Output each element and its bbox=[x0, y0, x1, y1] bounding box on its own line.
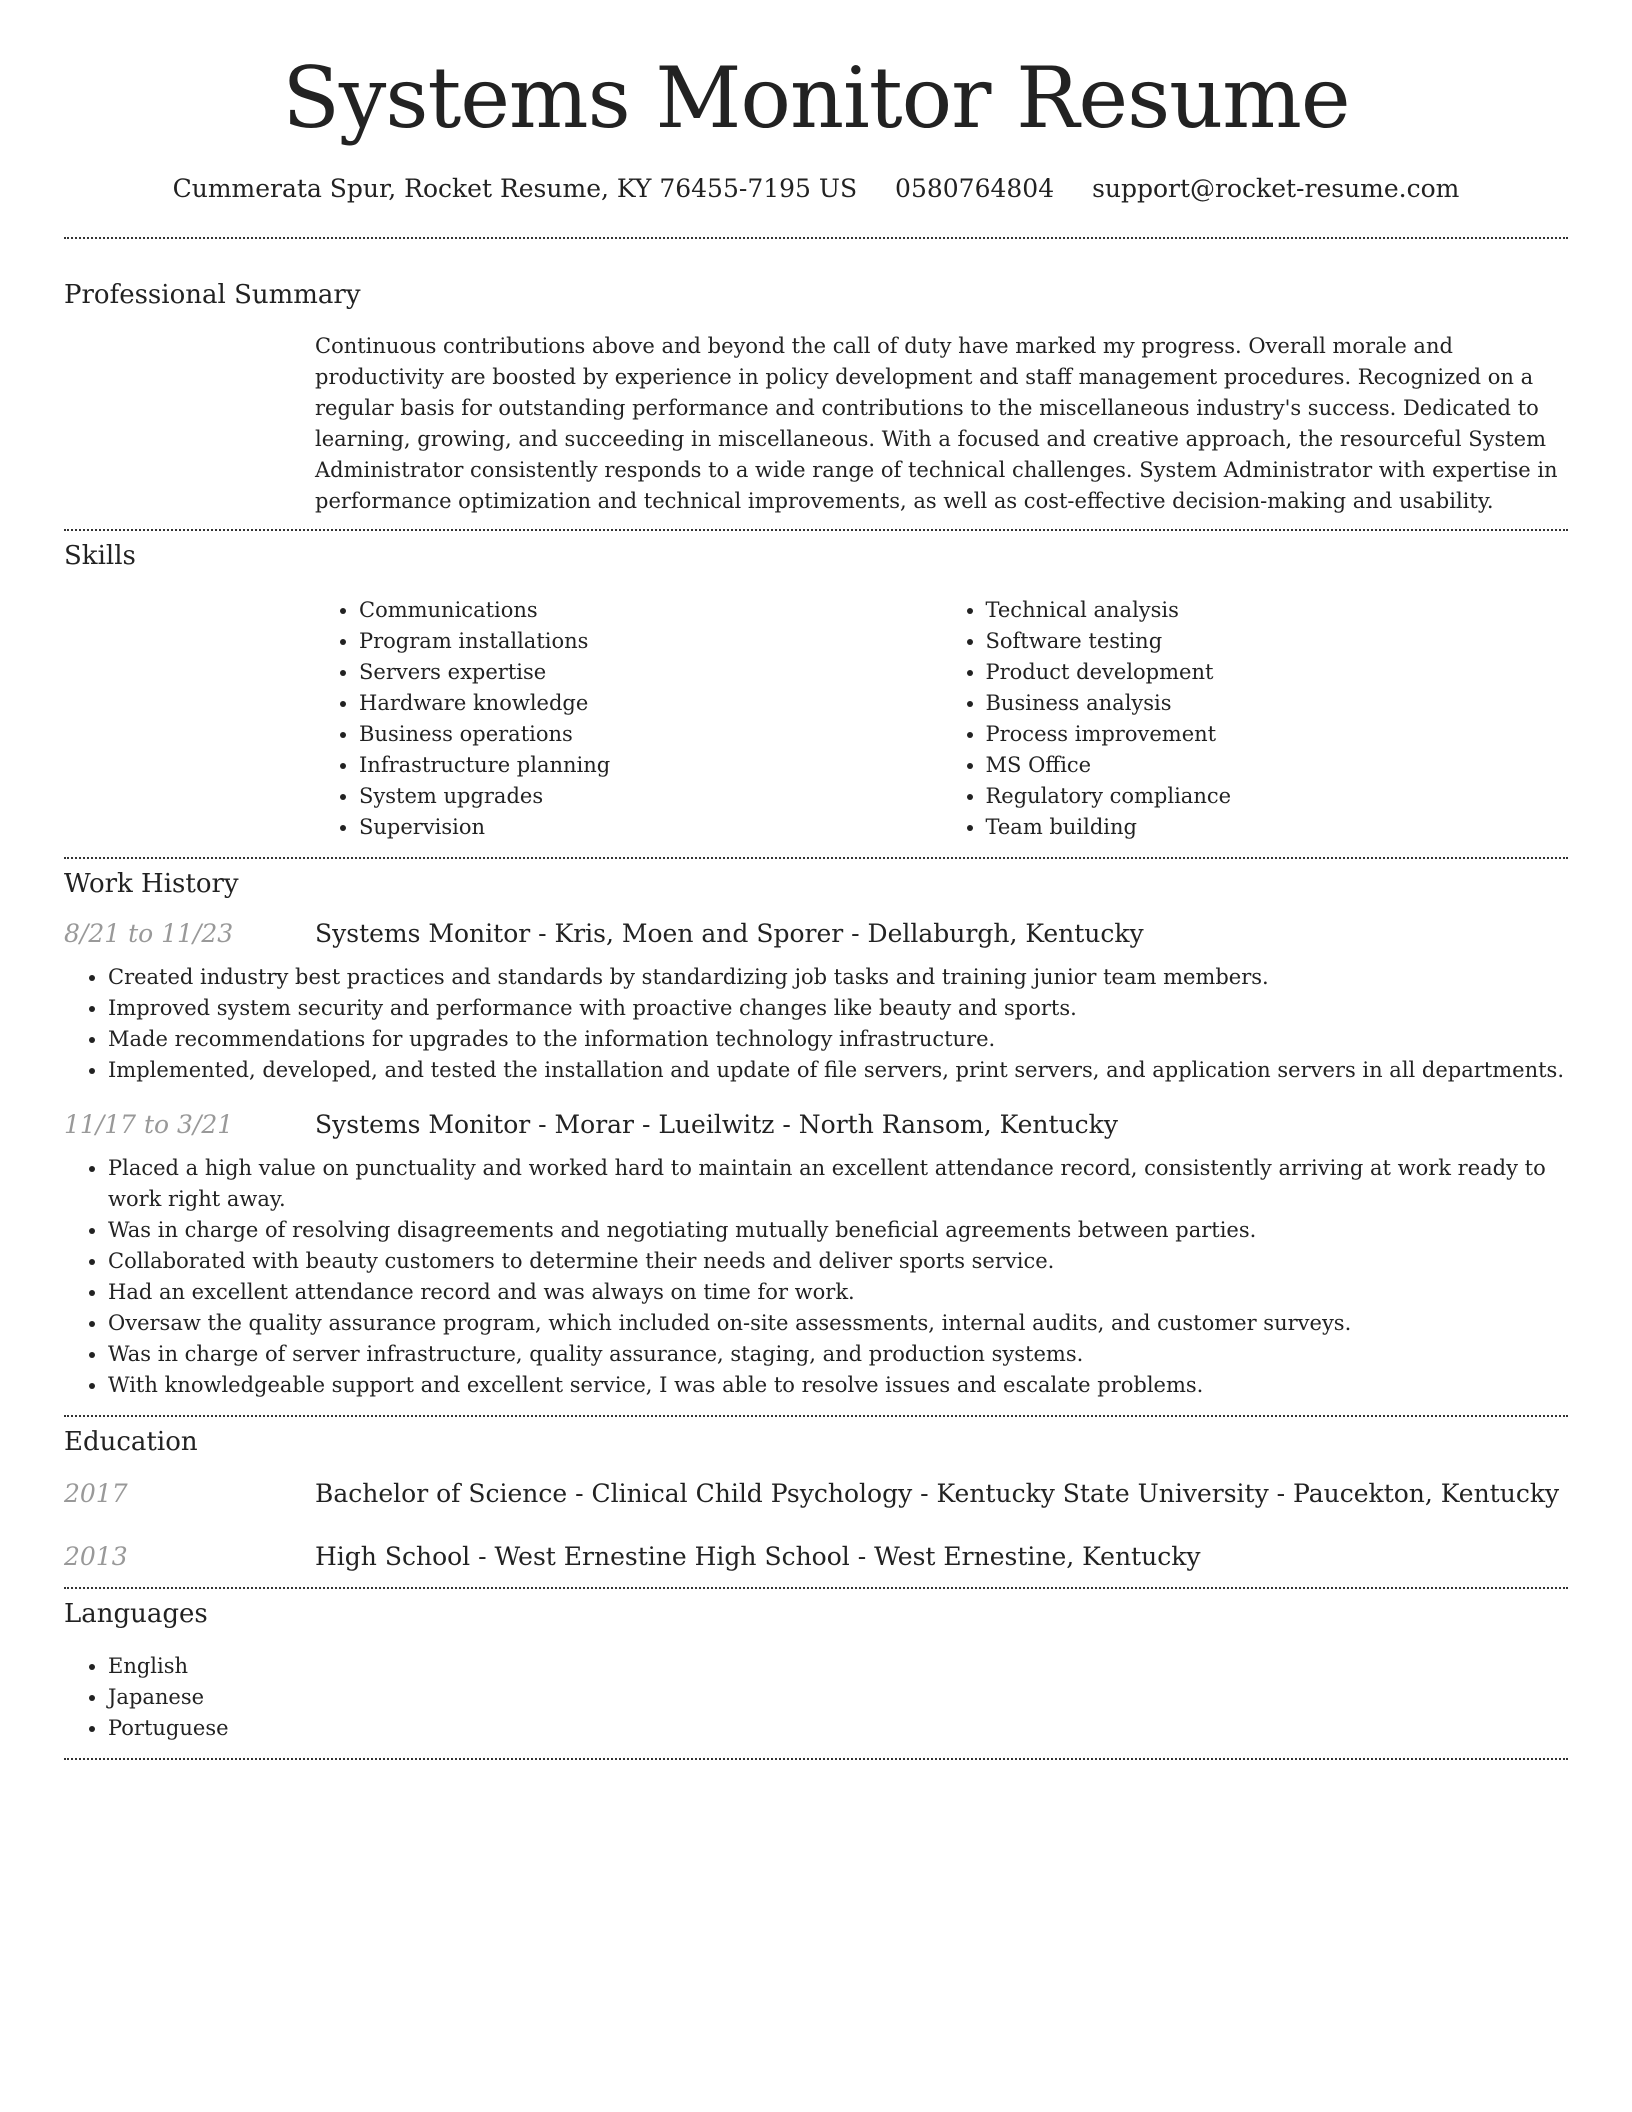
education-heading: Education bbox=[64, 1427, 198, 1457]
job-bullets bbox=[64, 962, 1568, 1086]
summary-heading: Professional Summary bbox=[64, 280, 361, 310]
skill-item: • Software testing bbox=[986, 626, 1569, 657]
language-item: • English bbox=[108, 1651, 1568, 1682]
skills-list-right bbox=[942, 595, 1569, 843]
education-degree: High School - West Ernestine High School - West Ernestine, Kentucky bbox=[315, 1542, 1201, 1571]
job-entry bbox=[64, 1110, 1568, 1401]
languages-heading: Languages bbox=[64, 1599, 208, 1629]
skill-item: • Technical analysis bbox=[986, 595, 1569, 626]
education-section bbox=[64, 1427, 1568, 1571]
job-bullet: • Had an excellent attendance record and was always on time for work. bbox=[108, 1277, 1568, 1308]
skill-item: • Regulatory compliance bbox=[986, 781, 1569, 812]
divider bbox=[64, 857, 1568, 859]
job-dates: 11/17 to 3/21 bbox=[64, 1110, 234, 1139]
job-bullet: • Created industry best practices and standards by standardizing job tasks and training junior team members. bbox=[108, 962, 1568, 993]
languages-list bbox=[64, 1651, 1568, 1744]
job-bullet: • Was in charge of server infrastructure, quality assurance, staging, and production systems. bbox=[108, 1339, 1568, 1370]
contact-line bbox=[64, 174, 1568, 203]
education-degree: Bachelor of Science - Clinical Child Psychology - Kentucky State University - Paucekton, Kentucky bbox=[315, 1479, 1560, 1508]
divider bbox=[64, 1415, 1568, 1417]
contact-email: support@rocket-resume.com bbox=[1092, 174, 1460, 203]
divider bbox=[64, 1758, 1568, 1760]
languages-section bbox=[64, 1599, 1568, 1744]
job-header bbox=[64, 1110, 1568, 1139]
language-item: • Japanese bbox=[108, 1682, 1568, 1713]
skill-item: • Hardware knowledge bbox=[359, 688, 942, 719]
skills-grid bbox=[315, 595, 1568, 843]
job-bullet: • Was in charge of resolving disagreements and negotiating mutually beneficial agreements between parties. bbox=[108, 1215, 1568, 1246]
skill-item: • MS Office bbox=[986, 750, 1569, 781]
skill-item: • Business analysis bbox=[986, 688, 1569, 719]
skills-heading: Skills bbox=[64, 541, 136, 571]
job-bullets bbox=[64, 1153, 1568, 1401]
skills-list-left bbox=[315, 595, 942, 843]
job-bullet: • Collaborated with beauty customers to determine their needs and deliver sports service. bbox=[108, 1246, 1568, 1277]
skills-section bbox=[64, 541, 1568, 843]
summary-text: Continuous contributions above and beyond the call of duty have marked my progress. Overall morale and productivity are boosted by experience in policy development and staff management procedures. Recognized on a regular basis for outstanding performance and contributions to the miscellaneous industry's success. Dedicated to learning, growing, and succeeding in miscellaneous. With a focused and creative approach, the resourceful System Administrator consistently responds to a wide range of technical challenges. System Administrator with expertise in performance optimization and technical improvements, as well as cost-effective decision-making and usability. bbox=[315, 334, 1558, 513]
skill-item: • Business operations bbox=[359, 719, 942, 750]
divider bbox=[64, 529, 1568, 531]
skill-item: • System upgrades bbox=[359, 781, 942, 812]
skill-item: • Product development bbox=[986, 657, 1569, 688]
job-bullet: • Placed a high value on punctuality and worked hard to maintain an excellent attendance record, consistently arriving at work ready to work right away. bbox=[108, 1153, 1568, 1215]
job-title: Systems Monitor - Morar - Lueilwitz - North Ransom, Kentucky bbox=[315, 1110, 1118, 1139]
skill-item: • Communications bbox=[359, 595, 942, 626]
job-bullet: • Made recommendations for upgrades to the information technology infrastructure. bbox=[108, 1024, 1568, 1055]
education-entry bbox=[64, 1479, 1568, 1508]
education-year: 2013 bbox=[64, 1542, 128, 1571]
divider bbox=[64, 1587, 1568, 1589]
education-year: 2017 bbox=[64, 1479, 128, 1508]
resume-page bbox=[64, 0, 1568, 1760]
job-entry bbox=[64, 919, 1568, 1086]
education-entry bbox=[64, 1542, 1568, 1571]
summary-section bbox=[64, 280, 1568, 517]
skill-item: • Servers expertise bbox=[359, 657, 942, 688]
job-bullet: • With knowledgeable support and excellent service, I was able to resolve issues and escalate problems. bbox=[108, 1370, 1568, 1401]
divider bbox=[64, 237, 1568, 239]
work-history-heading: Work History bbox=[64, 869, 239, 899]
job-bullet: • Improved system security and performance with proactive changes like beauty and sports. bbox=[108, 993, 1568, 1024]
job-bullet: • Implemented, developed, and tested the installation and update of file servers, print servers, and application servers in all departments. bbox=[108, 1055, 1568, 1086]
skill-item: • Infrastructure planning bbox=[359, 750, 942, 781]
resume-title: Systems Monitor Resume bbox=[282, 49, 1350, 147]
job-dates: 8/21 to 11/23 bbox=[64, 919, 234, 948]
skill-item: • Supervision bbox=[359, 812, 942, 843]
job-bullet: • Oversaw the quality assurance program, which included on-site assessments, internal audits, and customer surveys. bbox=[108, 1308, 1568, 1339]
job-header bbox=[64, 919, 1568, 948]
job-title: Systems Monitor - Kris, Moen and Sporer - Dellaburgh, Kentucky bbox=[315, 919, 1144, 948]
contact-phone: 0580764804 bbox=[895, 174, 1055, 203]
contact-address: Cummerata Spur, Rocket Resume, KY 76455-7195 US bbox=[172, 174, 858, 203]
work-history-section bbox=[64, 869, 1568, 1401]
language-item: • Portuguese bbox=[108, 1713, 1568, 1744]
skill-item: • Program installations bbox=[359, 626, 942, 657]
skill-item: • Process improvement bbox=[986, 719, 1569, 750]
skill-item: • Team building bbox=[986, 812, 1569, 843]
